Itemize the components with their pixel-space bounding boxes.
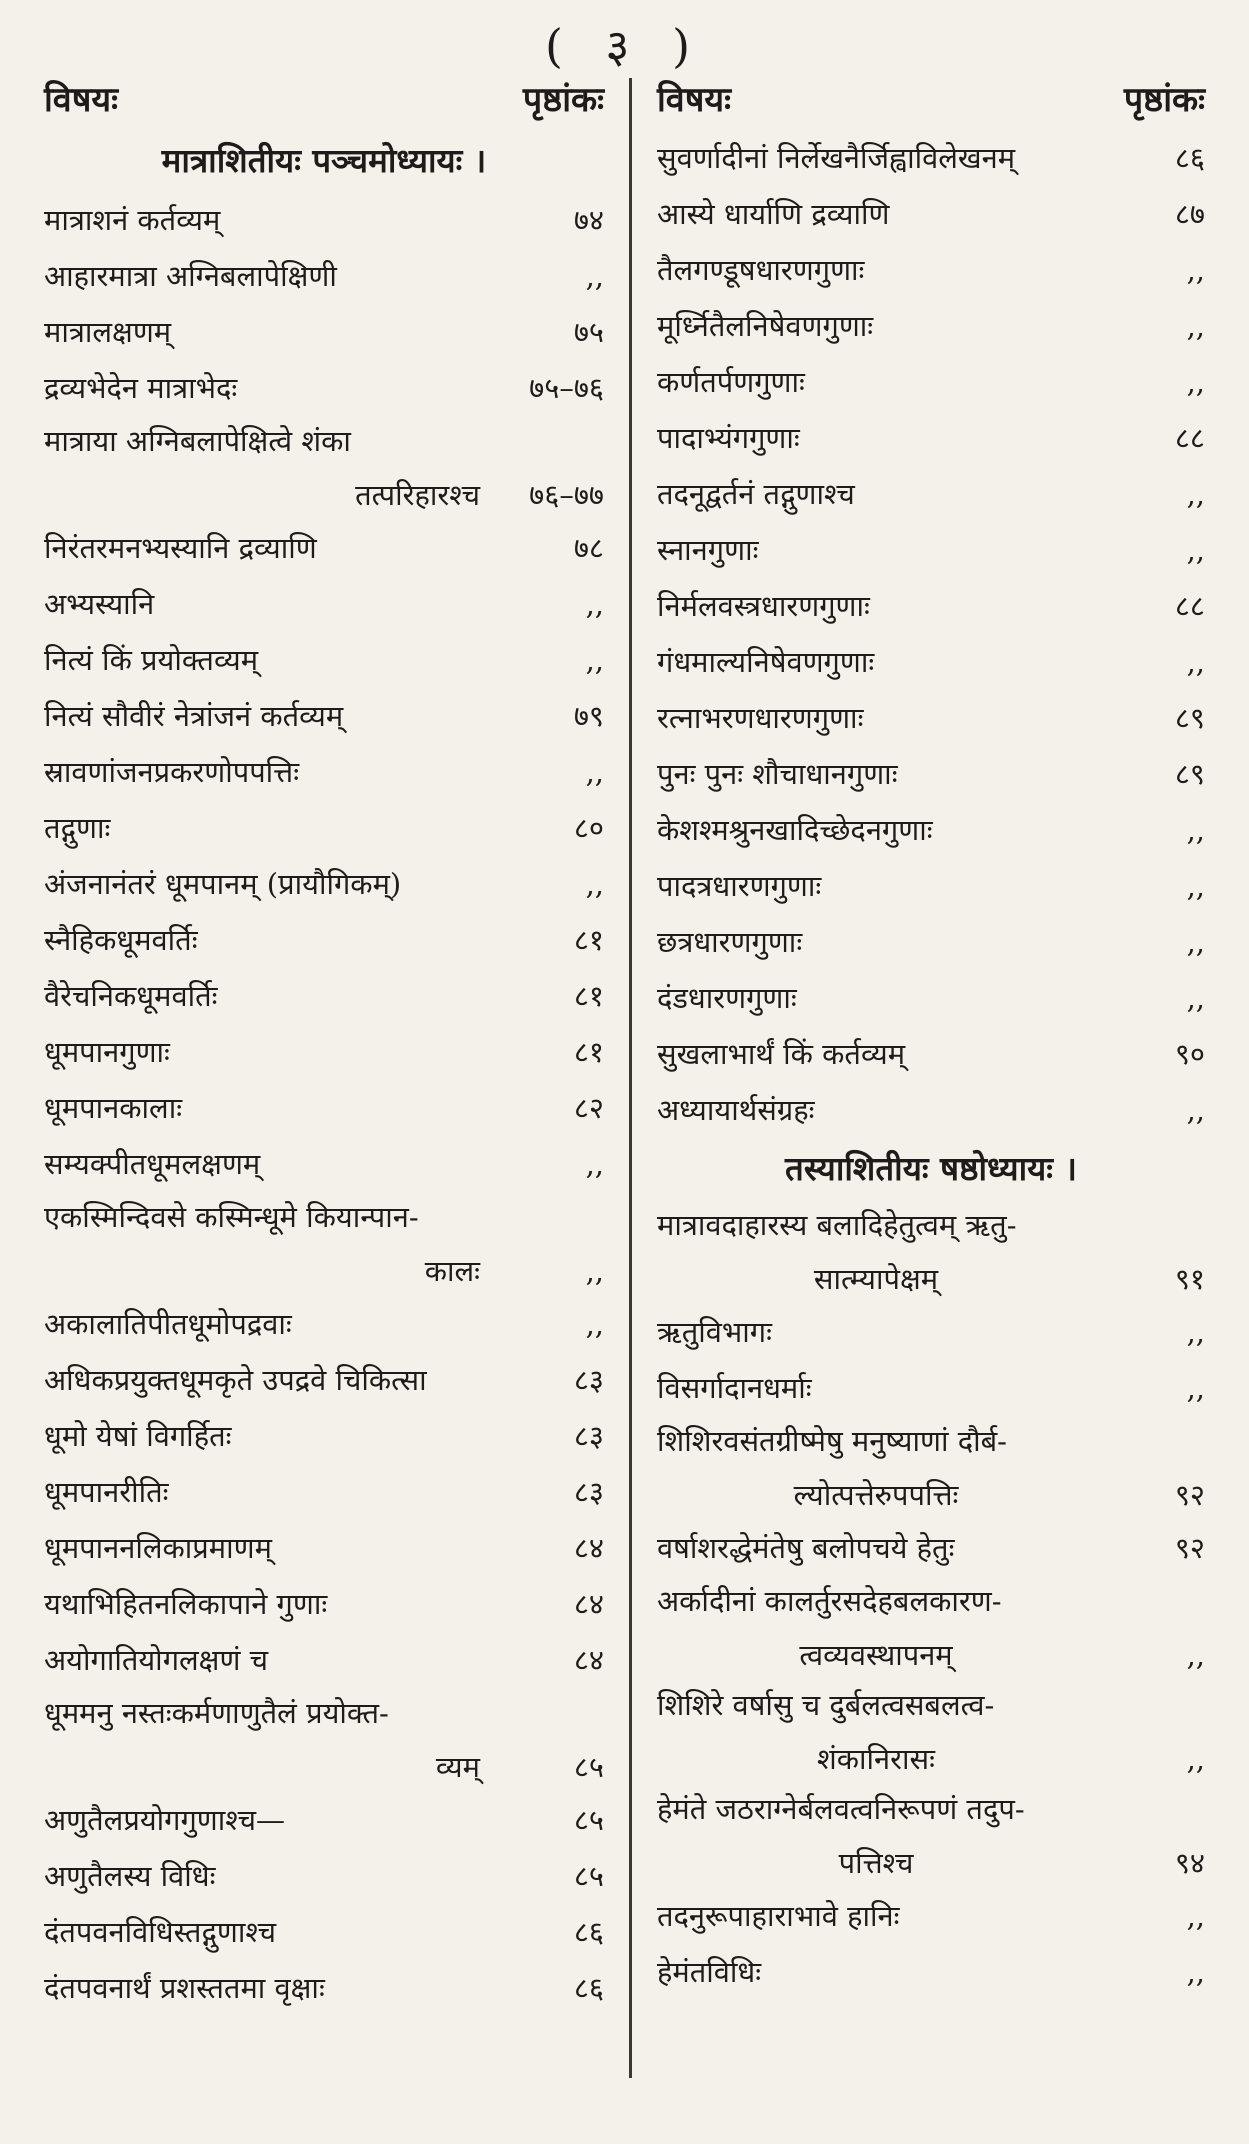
entry-page: ,, xyxy=(1186,869,1205,903)
toc-entry xyxy=(657,802,1205,858)
toc-entry xyxy=(657,634,1205,690)
entry-page: ८४ xyxy=(573,1643,604,1677)
entry-title: वैरेचनिकधूमवर्तिः xyxy=(44,979,218,1013)
entry-title-continuation: सात्म्यापेक्षम् xyxy=(813,1262,939,1296)
toc-entry xyxy=(44,1792,604,1848)
entry-page: ,, xyxy=(585,259,604,293)
toc-entry xyxy=(44,360,604,416)
entry-page: ,, xyxy=(1186,253,1205,287)
entry-title: ऋतुविभागः xyxy=(657,1315,772,1349)
entry-page: ,, xyxy=(1186,1742,1205,1776)
entry-title: मात्राया अग्निबलापेक्षित्वे शंका xyxy=(44,424,351,458)
toc-entry xyxy=(657,410,1205,466)
entry-title: तदनुरूपाहाराभावे हानिः xyxy=(657,1899,900,1933)
entry-page: ७५ xyxy=(573,315,604,349)
entry-page: ,, xyxy=(585,587,604,621)
toc-entry xyxy=(44,1464,604,1520)
entry-page: ८५ xyxy=(573,1803,604,1837)
entry-title: स्रावणांजनप्रकरणोपपत्तिः xyxy=(44,755,300,789)
entry-page: ८९ xyxy=(1174,701,1205,735)
entry-title: मात्रालक्षणम् xyxy=(44,315,172,349)
entry-page: ९० xyxy=(1174,1037,1205,1071)
toc-entry xyxy=(44,744,604,800)
entry-page: ,, xyxy=(1186,645,1205,679)
entry-title: निर्मलवस्त्रधारणगुणाः xyxy=(657,589,870,623)
entry-page: ,, xyxy=(1186,981,1205,1015)
left-column-header xyxy=(44,70,604,130)
entry-page: ८४ xyxy=(573,1531,604,1565)
toc-entry xyxy=(657,186,1205,242)
toc-entry xyxy=(44,1904,604,1960)
toc-entry xyxy=(44,576,604,632)
entry-title: धूमो येषां विगर्हितः xyxy=(44,1419,232,1453)
entry-page: ,, xyxy=(1186,925,1205,959)
entry-title-continuation: कालः xyxy=(424,1254,480,1288)
toc-entry xyxy=(657,858,1205,914)
entry-page: ८४ xyxy=(573,1587,604,1621)
entry-title: मात्राशनं कर्तव्यम् xyxy=(44,203,221,237)
entry-page: ,, xyxy=(585,643,604,677)
entry-title: अभ्यस्यानि xyxy=(44,587,155,621)
entry-title: पादाभ्यंगगुणाः xyxy=(657,421,800,455)
entry-page: ८६ xyxy=(573,1971,604,2005)
entry-title: छत्रधारणगुणाः xyxy=(657,925,803,959)
toc-entry xyxy=(657,746,1205,802)
entry-title: नित्यं सौवीरं नेत्रांजनं कर्तव्यम् xyxy=(44,699,344,733)
toc-entry xyxy=(44,1352,604,1408)
entry-page: ८६ xyxy=(573,1915,604,1949)
entry-title: अयोगातियोगलक्षणं च xyxy=(44,1643,269,1677)
entry-page: ८८ xyxy=(1174,421,1205,455)
toc-entry xyxy=(657,970,1205,1026)
entry-title-continuation: ल्योत्पत्तेरुपपत्तिः xyxy=(793,1478,959,1512)
entry-title: दंतपवनार्थं प्रशस्ततमा वृक्षाः xyxy=(44,1971,325,2005)
entry-title: अणुतैलस्य विधिः xyxy=(44,1859,216,1893)
entry-page: ८१ xyxy=(573,979,604,1013)
entry-title: अणुतैलप्रयोगगुणाश्च— xyxy=(44,1803,286,1837)
entry-title: स्नैहिकधूमवर्तिः xyxy=(44,923,198,957)
toc-entry xyxy=(44,856,604,912)
entry-title: केशश्मश्रुनखादिच्छेदनगुणाः xyxy=(657,813,933,847)
entry-title: कर्णतर्पणगुणाः xyxy=(657,365,805,399)
toc-entry xyxy=(657,1944,1205,2000)
entry-title: अधिकप्रयुक्तधूमकृते उपद्रवे चिकित्सा xyxy=(44,1363,427,1397)
entry-title: शिशिरवसंतग्रीष्मेषु मनुष्याणां दौर्ब- xyxy=(657,1424,1007,1458)
subject-heading: विषयः xyxy=(44,80,118,120)
toc-entry xyxy=(657,690,1205,746)
column-divider xyxy=(629,78,632,2078)
entry-page: ,, xyxy=(1186,309,1205,343)
toc-entry xyxy=(657,1888,1205,1944)
entry-page: ७९ xyxy=(573,699,604,733)
entry-page: ९१ xyxy=(1174,1262,1205,1296)
toc-entry xyxy=(44,1960,604,2016)
entry-page: ,, xyxy=(1186,1638,1205,1672)
toc-entry xyxy=(44,800,604,856)
right-column-header xyxy=(657,70,1205,130)
entry-title: विसर्गादानधर्माः xyxy=(657,1371,812,1405)
entry-page: ,, xyxy=(585,1307,604,1341)
toc-entry xyxy=(44,520,604,576)
entry-title: मूर्ध्नितैलनिषेवणगुणाः xyxy=(657,309,874,343)
toc-entry xyxy=(44,416,604,520)
entry-title: अध्यायार्थसंग्रहः xyxy=(657,1093,815,1127)
right-entries-a xyxy=(657,130,1205,1138)
entry-page: ८३ xyxy=(573,1419,604,1453)
entry-page: ,, xyxy=(585,1147,604,1181)
entry-title: गंधमाल्यनिषेवणगुणाः xyxy=(657,645,875,679)
entry-page: ८६ xyxy=(1174,141,1205,175)
toc-entry xyxy=(44,1080,604,1136)
entry-page: ,, xyxy=(1186,477,1205,511)
entry-page: ,, xyxy=(585,867,604,901)
entry-title-continuation: त्वव्यवस्थापनम् xyxy=(799,1638,953,1672)
toc-entry xyxy=(657,466,1205,522)
page-heading: पृष्ठांकः xyxy=(1123,80,1205,120)
entry-page: ८० xyxy=(573,811,604,845)
entry-title: पादत्रधारणगुणाः xyxy=(657,869,822,903)
toc-entry xyxy=(44,1576,604,1632)
toc-entry xyxy=(44,1136,604,1192)
entry-title-continuation: पत्तिश्च xyxy=(838,1846,914,1880)
entry-title: तद्गुणाः xyxy=(44,811,111,845)
entry-title: धूमपानरीतिः xyxy=(44,1475,169,1509)
entry-page: ,, xyxy=(1186,1093,1205,1127)
entry-title: धूममनु नस्तःकर्मणाणुतैलं प्रयोक्त- xyxy=(44,1696,389,1730)
toc-entry xyxy=(657,1784,1205,1888)
left-column xyxy=(44,70,604,2016)
entry-title: दंतपवनविधिस्तद्गुणाश्च xyxy=(44,1915,277,1949)
entry-title: पुनः पुनः शौचाधानगुणाः xyxy=(657,757,898,791)
entry-page: ,, xyxy=(1186,813,1205,847)
chapter-title-5: मात्राशितीयः पञ्चमोध्यायः । xyxy=(161,141,487,180)
toc-entry xyxy=(44,1192,604,1296)
entry-page: ९२ xyxy=(1174,1478,1205,1512)
entry-page: ९२ xyxy=(1174,1531,1205,1565)
entry-title: धूमपानगुणाः xyxy=(44,1035,170,1069)
toc-entry xyxy=(657,522,1205,578)
entry-page: ८५ xyxy=(573,1750,604,1784)
entry-title: अर्कादीनां कालर्तुरसदेहबलकारण- xyxy=(657,1584,1002,1618)
entry-page: ८२ xyxy=(573,1091,604,1125)
toc-entry xyxy=(657,1520,1205,1576)
entry-title: शिशिरे वर्षासु च दुर्बलत्वसबलत्व- xyxy=(657,1688,995,1722)
entry-title: तैलगण्डूषधारणगुणाः xyxy=(657,253,865,287)
toc-entry xyxy=(657,298,1205,354)
toc-entry xyxy=(657,242,1205,298)
toc-entry xyxy=(657,1026,1205,1082)
entry-title: स्नानगुणाः xyxy=(657,533,759,567)
subject-heading: विषयः xyxy=(657,80,731,120)
entry-page: ८५ xyxy=(573,1859,604,1893)
entry-page: ,, xyxy=(1186,1899,1205,1933)
entry-title: अकालातिपीतधूमोपद्रवाः xyxy=(44,1307,292,1341)
entry-title: अंजनानंतरं धूमपानम् (प्रायौगिकम्) xyxy=(44,867,402,901)
entry-title: वर्षाशरद्धेमंतेषु बलोपचये हेतुः xyxy=(657,1531,955,1565)
entry-title: धूमपाननलिकाप्रमाणम् xyxy=(44,1531,272,1565)
entry-title: रत्नाभरणधारणगुणाः xyxy=(657,701,864,735)
entry-title-continuation: व्यम् xyxy=(435,1750,480,1784)
toc-entry xyxy=(44,1024,604,1080)
toc-entry xyxy=(44,688,604,744)
left-entries xyxy=(44,192,604,2016)
right-entries-b xyxy=(657,1200,1205,2000)
entry-page: ,, xyxy=(585,1254,604,1288)
entry-title: द्रव्यभेदेन मात्राभेदः xyxy=(44,371,238,405)
toc-entry xyxy=(657,914,1205,970)
toc-entry xyxy=(657,1200,1205,1304)
toc-entry xyxy=(657,130,1205,186)
entry-page: ८१ xyxy=(573,1035,604,1069)
entry-title: हेमंतविधिः xyxy=(657,1955,762,1989)
toc-entry xyxy=(657,578,1205,634)
toc-entry xyxy=(44,192,604,248)
toc-entry xyxy=(657,1360,1205,1416)
toc-entry xyxy=(44,1520,604,1576)
toc-entry xyxy=(44,304,604,360)
toc-entry xyxy=(657,1576,1205,1680)
entry-page: ८१ xyxy=(573,923,604,957)
right-column xyxy=(657,70,1205,2000)
entry-title: धूमपानकालाः xyxy=(44,1091,183,1125)
entry-title: दंडधारणगुणाः xyxy=(657,981,797,1015)
toc-entry xyxy=(657,1304,1205,1360)
entry-title: हेमंते जठराग्नेर्बलवत्वनिरूपणं तदुप- xyxy=(657,1792,1025,1826)
toc-entry xyxy=(657,1416,1205,1520)
entry-page: ८९ xyxy=(1174,757,1205,791)
entry-page: ७४ xyxy=(573,203,604,237)
entry-page: ,, xyxy=(1186,365,1205,399)
toc-entry xyxy=(44,1296,604,1352)
entry-page: ७६–७७ xyxy=(529,478,604,512)
toc-entry xyxy=(44,1408,604,1464)
entry-title: आहारमात्रा अग्निबलापेक्षिणी xyxy=(44,259,337,293)
toc-entry xyxy=(44,632,604,688)
entry-title: सुवर्णादीनां निर्लेखनैर्जिह्वाविलेखनम् xyxy=(657,141,1016,175)
toc-entry xyxy=(44,1688,604,1792)
entry-page: ८७ xyxy=(1174,197,1205,231)
entry-page: ७८ xyxy=(573,531,604,565)
entry-title: निरंतरमनभ्यस्यानि द्रव्याणि xyxy=(44,531,317,565)
toc-entry xyxy=(657,1082,1205,1138)
entry-title: यथाभिहितनलिकापाने गुणाः xyxy=(44,1587,328,1621)
entry-title: आस्ये धार्याणि द्रव्याणि xyxy=(657,197,890,231)
page-heading: पृष्ठांकः xyxy=(522,80,604,120)
entry-page: ८८ xyxy=(1174,589,1205,623)
page-number: ( ३ ) xyxy=(544,19,705,73)
toc-entry xyxy=(44,1632,604,1688)
entry-title-continuation: शंकानिरासः xyxy=(817,1742,935,1776)
entry-title: मात्रावदाहारस्य बलादिहेतुत्वम् ऋतु- xyxy=(657,1208,1017,1242)
entry-page: ,, xyxy=(1186,1955,1205,1989)
toc-entry xyxy=(657,354,1205,410)
toc-entry xyxy=(44,248,604,304)
entry-page: ,, xyxy=(1186,1315,1205,1349)
entry-page: ,, xyxy=(1186,1371,1205,1405)
entry-title: सम्यक्पीतधूमलक्षणम् xyxy=(44,1147,261,1181)
entry-title: तदनूद्वर्तनं तद्गुणाश्च xyxy=(657,477,855,511)
entry-title-continuation: तत्परिहारश्च xyxy=(355,478,480,512)
toc-entry xyxy=(44,912,604,968)
entry-page: ,, xyxy=(1186,533,1205,567)
toc-entry xyxy=(657,1680,1205,1784)
entry-title: एकस्मिन्दिवसे कस्मिन्धूमे कियान्पान- xyxy=(44,1200,419,1234)
chapter-title-6: तस्याशितीयः षष्ठोध्यायः । xyxy=(785,1149,1077,1188)
entry-page: ८३ xyxy=(573,1363,604,1397)
entry-page: ७५–७६ xyxy=(529,371,604,405)
entry-page: ९४ xyxy=(1174,1846,1205,1880)
entry-title: सुखलाभार्थं किं कर्तव्यम् xyxy=(657,1037,906,1071)
entry-page: ८३ xyxy=(573,1475,604,1509)
toc-entry xyxy=(44,1848,604,1904)
entry-page: ,, xyxy=(585,755,604,789)
entry-title: नित्यं किं प्रयोक्तव्यम् xyxy=(44,643,259,677)
toc-entry xyxy=(44,968,604,1024)
